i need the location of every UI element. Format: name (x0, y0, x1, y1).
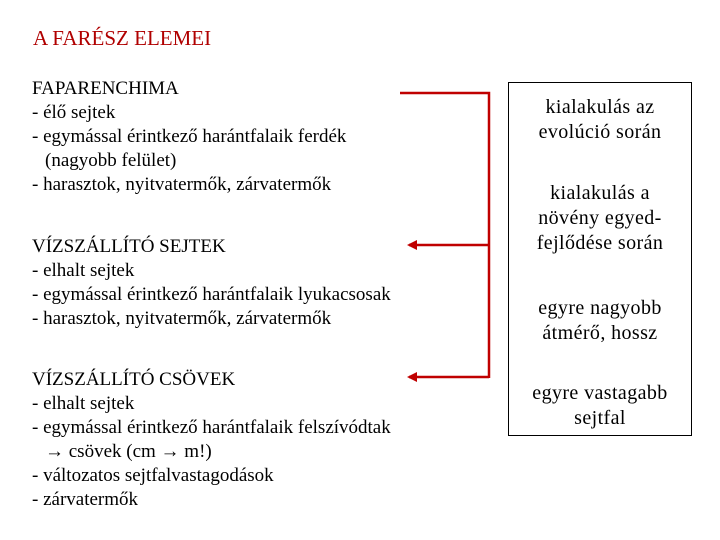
section-line: - harasztok, nyitvatermők, zárvatermők (32, 308, 332, 329)
arrow-connector-line (400, 93, 489, 378)
section-heading: VÍZSZÁLLÍTÓ SEJTEK (32, 236, 226, 257)
section-line: - elhalt sejtek (32, 260, 135, 281)
section-heading: FAPARENCHIMA (32, 78, 179, 99)
section-line: - egymással érintkező harántfalaik felszívódtak (32, 417, 391, 438)
box-item-line: fejlődése során (536, 232, 664, 254)
box-item-line: átmérő, hossz (542, 322, 658, 344)
box-item-line: sejtfal (574, 407, 626, 429)
box-item-line: növény egyed- (538, 207, 662, 229)
properties-box (508, 82, 692, 436)
box-item-evolution (509, 95, 691, 145)
section-line: → csövek (cm → m!) (45, 441, 212, 462)
box-item-ontogeny (509, 181, 691, 256)
box-item-cell-wall (509, 381, 691, 431)
section-line: - zárvatermők (32, 489, 139, 510)
box-item-line: egyre nagyobb (538, 297, 662, 319)
section-line: - elhalt sejtek (32, 393, 135, 414)
section-line: - változatos sejtfalvastagodások (32, 465, 274, 486)
page-title: A FARÉSZ ELEMEI (33, 26, 212, 50)
box-item-diameter (509, 296, 691, 346)
section-line: - élő sejtek (32, 102, 116, 123)
box-item-line: kialakulás a (550, 182, 650, 204)
section-line: - egymással érintkező harántfalaik ferdék (32, 126, 347, 147)
section-heading: VÍZSZÁLLÍTÓ CSÖVEK (32, 369, 236, 390)
box-item-line: egyre vastagabb (532, 382, 668, 404)
box-item-line: evolúció során (538, 121, 662, 143)
section-line: - egymással érintkező harántfalaik lyukacsosak (32, 284, 391, 305)
section-line: - harasztok, nyitvatermők, zárvatermők (32, 174, 332, 195)
box-item-line: kialakulás az (545, 96, 655, 118)
section-line: (nagyobb felület) (45, 150, 177, 171)
